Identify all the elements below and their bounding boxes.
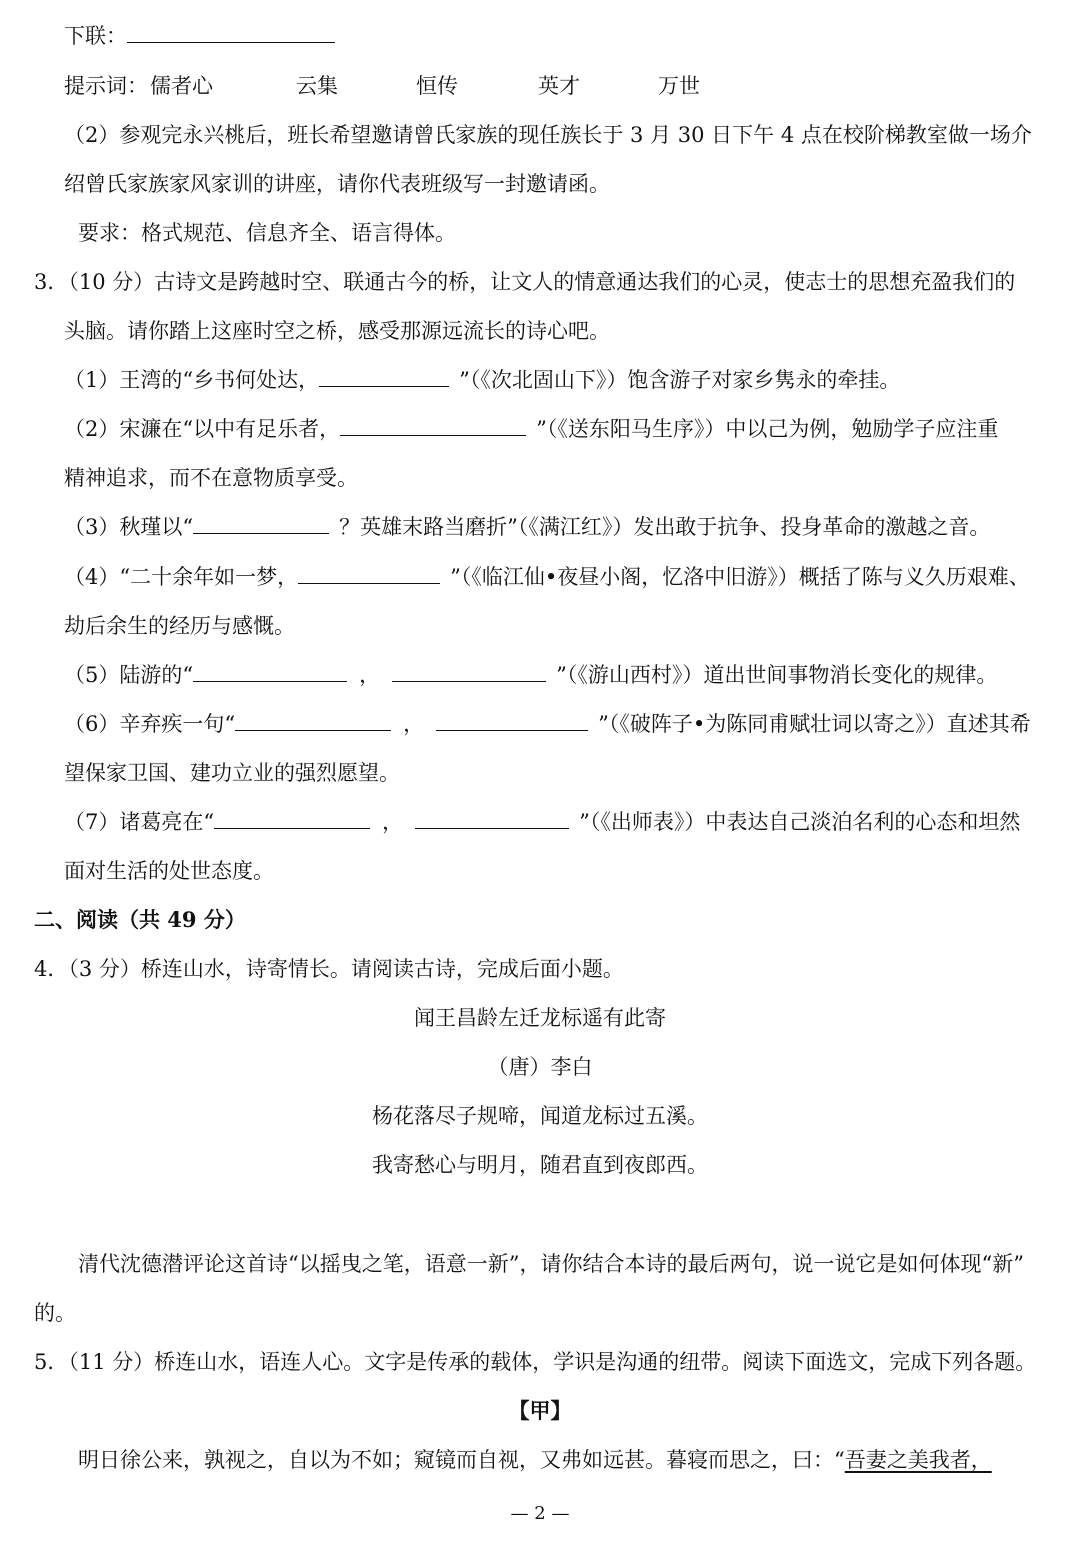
q3-sub7-rest: ”（《出师表》）中表达自己淡泊名利的心态和坦然	[579, 810, 1021, 834]
hint-word: 儒者心	[150, 74, 213, 98]
q3-sub5	[64, 661, 997, 689]
q3-sub2-blank[interactable]	[340, 415, 526, 436]
hint-word: 万世	[658, 74, 700, 98]
q3-sub1	[64, 366, 900, 394]
q2-sub2-line2: 绍曾氏家族家风家训的讲座，请你代表班级写一封邀请函。	[64, 172, 610, 196]
q3-sub4-rest: ”（《临江仙•夜昼小阁，忆洛中旧游》）概括了陈与义久历艰难、	[450, 565, 1030, 589]
q3-sub3-blank[interactable]	[193, 513, 329, 534]
q3-sub2	[64, 415, 998, 443]
q2-sub2-line1: （2）参观完永兴桃后，班长希望邀请曾氏家族的现任族长于 3 月 30 日下午 4 点在校阶梯教室做一场介	[64, 123, 1032, 147]
passage-text: 明日徐公来，孰视之，自以为不如；窥镜而自视，又弗如远甚。暮寝而思之，曰：“	[78, 1448, 845, 1472]
q3-intro-line2: 头脑。请你踏上这座时空之桥，感受那源远流长的诗心吧。	[64, 319, 610, 343]
xialian-line	[64, 22, 335, 50]
q3-sub2-line2: 精神追求，而不在意物质享受。	[64, 466, 358, 490]
q3-sub7-prompt: （7）诸葛亮在“	[64, 810, 215, 834]
q3-sub4-prompt: （4）“二十余年如一梦，	[64, 565, 299, 589]
page-number: — 2 —	[510, 1503, 570, 1524]
passage-underlined-text: 吾妻之美我者，	[844, 1448, 992, 1472]
q2-requirement: 要求：格式规范、信息齐全、语言得体。	[78, 221, 456, 245]
section-heading: 二、阅读（共 49 分）	[34, 907, 246, 932]
q3-sub3	[64, 513, 990, 541]
q4-question-line2: 的。	[34, 1301, 76, 1325]
q3-sub5-prompt: （5）陆游的“	[64, 663, 194, 687]
q3-sub5-sep: ，	[359, 663, 381, 687]
q3-sub1-prompt: （1）王湾的“乡书何处达，	[64, 368, 320, 392]
q3-sub6-blank-2[interactable]	[436, 710, 588, 731]
q3-sub6-prompt: （6）辛弃疾一句“	[64, 712, 236, 736]
q3-sub7-blank-2[interactable]	[415, 808, 569, 829]
q3-sub5-rest: ”（《游山西村》）道出世间事物消长变化的规律。	[556, 663, 998, 687]
poem-title: 闻王昌龄左迁龙标遥有此寄	[414, 1006, 666, 1030]
q3-sub1-blank[interactable]	[319, 366, 449, 387]
q3-sub3-prompt: （3）秋瑾以“	[64, 515, 194, 539]
poem-author: （唐）李白	[487, 1055, 593, 1079]
q3-intro-line1: 3．（10 分）古诗文是跨越时空、联通古今的桥，让文人的情意通达我们的心灵，使志士的思想充盈我们的	[34, 270, 1016, 294]
q3-sub6	[64, 710, 1031, 738]
q3-sub3-rest: ？英雄末路当磨折”（《满江红》）发出敢于抗争、投身革命的激越之音。	[339, 515, 991, 539]
passage-label: 【甲】	[508, 1398, 572, 1423]
q3-sub5-blank-2[interactable]	[392, 661, 546, 682]
q3-sub6-sep: ，	[403, 712, 425, 736]
poem-line: 杨花落尽子规啼，闻道龙标过五溪。	[372, 1104, 708, 1128]
q3-sub7-line2: 面对生活的处世态度。	[64, 859, 274, 883]
hint-word: 恒传	[416, 74, 458, 98]
hint-words-line	[64, 72, 1064, 100]
q3-sub2-prompt: （2）宋濂在“以中有足乐者，	[64, 417, 341, 441]
q3-sub6-line2: 望保家卫国、建功立业的强烈愿望。	[64, 761, 400, 785]
q3-sub7	[64, 808, 1020, 836]
q4-question-line1: 清代沈德潜评论这首诗“以摇曳之笔，语意一新”，请你结合本诗的最后两句，说一说它是如何体现“新”	[78, 1252, 1024, 1276]
hint-word: 英才	[538, 74, 580, 98]
q3-sub4	[64, 563, 1030, 591]
q3-sub1-rest: ”（《次北固山下》）饱含游子对家乡隽永的牵挂。	[459, 368, 901, 392]
q3-sub2-rest: ”（《送东阳马生序》）中以己为例，勉励学子应注重	[536, 417, 999, 441]
q4-intro: 4．（3 分）桥连山水，诗寄情长。请阅读古诗，完成后面小题。	[34, 957, 624, 981]
q3-sub7-blank-1[interactable]	[214, 808, 370, 829]
q3-sub4-line2: 劫后余生的经历与感慨。	[64, 614, 295, 638]
poem-line: 我寄愁心与明月，随君直到夜郎西。	[372, 1153, 708, 1177]
passage-text-line1	[78, 1446, 992, 1474]
xialian-answer-blank[interactable]	[127, 22, 335, 43]
q3-sub7-sep: ，	[382, 810, 404, 834]
q5-intro: 5．（11 分）桥连山水，语连人心。文字是传承的载体，学识是沟通的纽带。阅读下面选文，完成下列各题。	[34, 1350, 1037, 1374]
hint-word: 云集	[296, 74, 338, 98]
q3-sub5-blank-1[interactable]	[193, 661, 347, 682]
q3-sub6-rest: ”（《破阵子•为陈同甫赋壮词以寄之》）直述其希	[598, 712, 1031, 736]
q3-sub4-blank[interactable]	[298, 563, 440, 584]
xialian-label: 下联：	[64, 24, 127, 48]
hint-label: 提示词：	[64, 74, 148, 98]
q3-sub6-blank-1[interactable]	[235, 710, 391, 731]
